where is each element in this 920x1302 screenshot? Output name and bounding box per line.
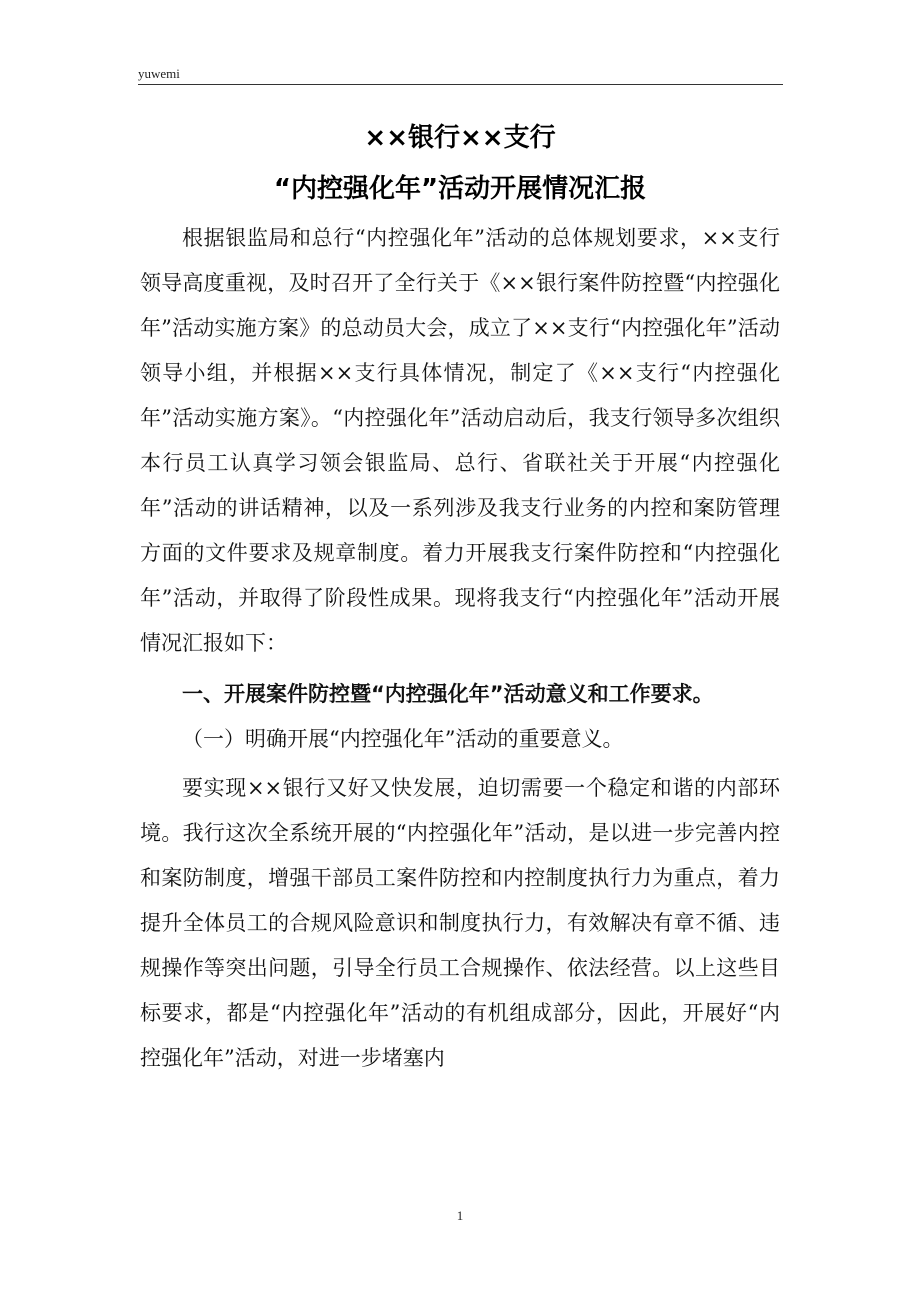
header-text: yuwemi	[138, 66, 180, 81]
body-paragraph: 要实现××银行又好又快发展，迫切需要一个稳定和谐的内部环境。我行这次全系统开展的“内控强化年”活动，是以进一步完善内控和案防制度，增强干部员工案件防控和内控制度执行力为重点，着力提升全体员工的合规风险意识和制度执行力，有效解决有章不循、违规操作等突出问题，引导全行员工合规操作、依法经营。以上这些目标要求，都是“内控强化年”活动的有机组成部分，因此，开展好“内控强化年”活动，对进一步堵塞内	[140, 776, 780, 1070]
document-title-line-1: ××银行××支行	[364, 123, 556, 153]
intro-paragraph: 根据银监局和总行“内控强化年”活动的总体规划要求，××支行领导高度重视，及时召开了全行关于《××银行案件防控暨“内控强化年”活动实施方案》的总动员大会，成立了××支行“内控强化年”活动领导小组，并根据××支行具体情况，制定了《××支行“内控强化年”活动实施方案》。“内控强化年”活动启动后，我支行领导多次组织本行员工认真学习领会银监局、总行、省联社关于开展“内控强化年”活动的讲话精神，以及一系列涉及我支行业务的内控和案防管理方面的文件要求及规章制度。着力开展我支行案件防控和“内控强化年”活动，并取得了阶段性成果。现将我支行“内控强化年”活动开展情况汇报如下：	[140, 226, 780, 655]
document-title-line-2: “内控强化年”活动开展情况汇报	[273, 174, 647, 204]
page-number: 1	[456, 1208, 464, 1223]
subsection-heading: （一）明确开展“内控强化年”活动的重要意义。	[182, 727, 624, 751]
page-header	[138, 64, 783, 85]
section-heading: 一、开展案件防控暨“内控强化年”活动意义和工作要求。	[182, 682, 714, 706]
document-body	[140, 216, 780, 1081]
